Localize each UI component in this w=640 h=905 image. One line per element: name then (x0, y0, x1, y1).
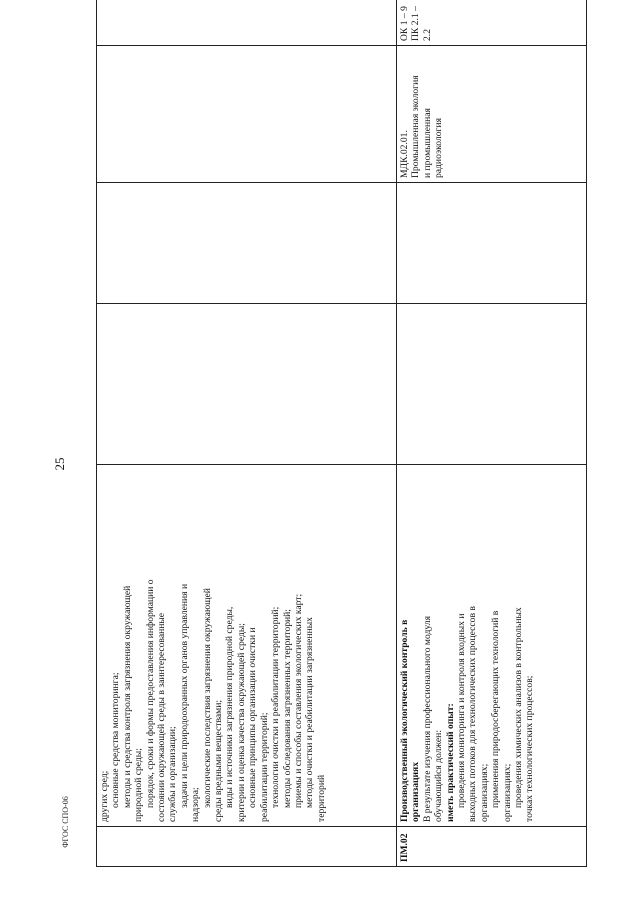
content-line: основные средства мониторинга; (110, 672, 122, 808)
content-line: реабилитации территорий; (258, 712, 270, 822)
code-cell: ПМ.02 (397, 827, 587, 867)
content-line: организациях; (501, 763, 513, 822)
course-line: радиоэкология (433, 117, 445, 178)
competency-line: ПК 2.1 – 2.2 (410, 6, 433, 41)
content-line: других сред; (99, 770, 110, 822)
content-line: В результате изучения профессионального модуля (421, 616, 433, 822)
content-line: надзора; (190, 787, 202, 822)
course-line: МДК.02.01. (399, 130, 410, 178)
content-line: критерии и оценка качества окружающей среды; (235, 623, 247, 822)
table-row (97, 0, 397, 867)
content-line: службы и организации; (167, 726, 179, 822)
content-line: применения природосберегающих технологий в (490, 610, 502, 808)
course-cell (97, 46, 397, 183)
content-cell (397, 465, 587, 827)
document-table-frame (96, 6, 586, 867)
content-line: экологические последствия загрязнения окружающей (201, 588, 213, 808)
content-line: состоянии окружающей среды в заинтересованные (156, 612, 168, 822)
content-lines (99, 469, 327, 822)
content-line: методы обследования загрязненных территорий; (281, 609, 293, 808)
competency-cell (397, 0, 587, 46)
footer-code: ФГОС СПО-06 (61, 796, 70, 848)
content-line: порядок, сроки и формы предоставления информации о (144, 579, 156, 808)
content-line: виды и источники загрязнения природной среды, (224, 606, 236, 808)
competency-table (96, 6, 586, 867)
code-cell (97, 827, 397, 867)
content-line: методы и средства контроля загрязнения окружающей (121, 585, 133, 808)
course-line: Промышленная экология (410, 75, 422, 178)
page-number: 25 (52, 457, 67, 471)
content-line: Производственный экологический контроль в (399, 619, 410, 822)
content-lines (399, 469, 536, 822)
content-line: иметь практический опыт: (444, 703, 456, 822)
content-line: организациях (410, 761, 422, 822)
hours-max-cell (397, 304, 587, 465)
content-line: методы очистки и реабилитации загрязненных (304, 617, 316, 808)
content-line: проведения химических анализов в контрольных (513, 607, 525, 808)
content-cell (97, 465, 397, 827)
content-line: выходных потоков для технологических процессов в (467, 606, 479, 822)
competency-cell (97, 0, 397, 46)
content-line: задачи и цели природоохранных органов управления и (178, 583, 190, 808)
content-line: технологии очистки и реабилитации территорий; (270, 606, 282, 808)
content-line: приемы и способы составления экологических карт; (292, 593, 304, 808)
content-line: среды вредными веществами; (213, 699, 225, 822)
content-line: обучающийся должен: (433, 730, 445, 822)
course-cell (397, 46, 587, 183)
hours-class-cell (97, 183, 397, 304)
hours-max-cell (97, 304, 397, 465)
table-row (397, 0, 587, 867)
hours-class-cell (397, 183, 587, 304)
course-line: и промышленная (421, 108, 433, 178)
content-line: точках технологических процессов; (524, 675, 536, 822)
content-line: проведения мониторинга и контроля входных и (456, 613, 468, 808)
content-line: территорий (315, 774, 327, 822)
content-line: основные принципы организации очистки и (247, 627, 259, 808)
content-line: организациях; (478, 763, 490, 822)
competency-line: ОК 1 – 9 (399, 6, 410, 41)
content-line: природной среды; (133, 748, 145, 822)
